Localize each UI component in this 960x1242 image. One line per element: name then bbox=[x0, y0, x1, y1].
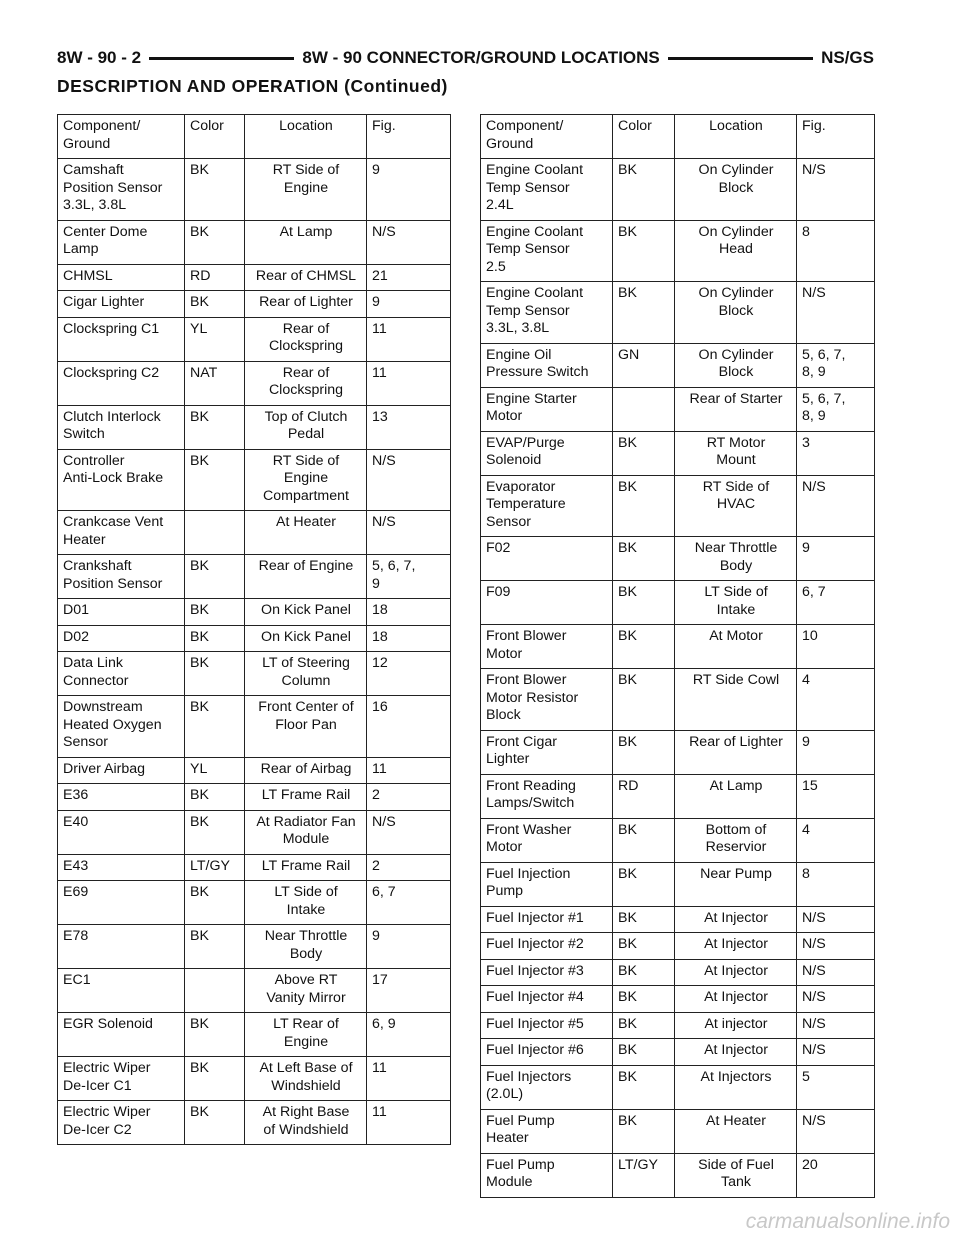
component-cell: Crankcase Vent Heater bbox=[58, 511, 185, 555]
color-cell: LT/GY bbox=[185, 854, 245, 881]
color-cell: BK bbox=[613, 625, 675, 669]
location-cell: Near Throttle Body bbox=[675, 537, 797, 581]
component-cell: Front Blower Motor Resistor Block bbox=[481, 669, 613, 731]
fig-cell: 4 bbox=[797, 669, 875, 731]
connector-table-right bbox=[480, 114, 875, 1198]
location-cell: LT of Steering Column bbox=[245, 652, 367, 696]
color-cell: BK bbox=[613, 933, 675, 960]
table-row bbox=[481, 159, 875, 221]
table-row bbox=[58, 405, 451, 449]
fig-cell: 9 bbox=[367, 291, 451, 318]
component-cell: Engine Oil Pressure Switch bbox=[481, 343, 613, 387]
location-cell: Near Throttle Body bbox=[245, 925, 367, 969]
location-cell: RT Side of Engine bbox=[245, 159, 367, 221]
location-cell: Top of Clutch Pedal bbox=[245, 405, 367, 449]
table-row bbox=[58, 361, 451, 405]
location-cell: At Right Base of Windshield bbox=[245, 1101, 367, 1145]
component-cell: Fuel Injector #1 bbox=[481, 906, 613, 933]
section-subheading: DESCRIPTION AND OPERATION (Continued) bbox=[57, 76, 448, 96]
location-cell: On Cylinder Block bbox=[675, 159, 797, 221]
table-row bbox=[481, 625, 875, 669]
table-row bbox=[58, 652, 451, 696]
fig-cell: Fig. bbox=[367, 115, 451, 159]
color-cell: BK bbox=[185, 555, 245, 599]
component-cell: EGR Solenoid bbox=[58, 1013, 185, 1057]
fig-cell: 3 bbox=[797, 431, 875, 475]
color-cell: BK bbox=[185, 625, 245, 652]
location-cell: At Lamp bbox=[245, 220, 367, 264]
location-cell: RT Side of Engine Compartment bbox=[245, 449, 367, 511]
fig-cell: N/S bbox=[797, 475, 875, 537]
table-row bbox=[481, 343, 875, 387]
location-cell: Rear of Engine bbox=[245, 555, 367, 599]
location-cell: Bottom of Reservior bbox=[675, 818, 797, 862]
location-cell: LT Side of Intake bbox=[245, 881, 367, 925]
fig-cell: 12 bbox=[367, 652, 451, 696]
fig-cell: 17 bbox=[367, 969, 451, 1013]
table-row bbox=[481, 220, 875, 282]
color-cell: BK bbox=[185, 784, 245, 811]
fig-cell: N/S bbox=[367, 511, 451, 555]
location-cell: At Motor bbox=[675, 625, 797, 669]
location-cell: Above RT Vanity Mirror bbox=[245, 969, 367, 1013]
component-cell: E69 bbox=[58, 881, 185, 925]
location-cell: Rear of Lighter bbox=[245, 291, 367, 318]
color-cell: BK bbox=[613, 1065, 675, 1109]
fig-cell: N/S bbox=[797, 282, 875, 344]
location-cell: On Cylinder Head bbox=[675, 220, 797, 282]
location-cell: On Cylinder Block bbox=[675, 282, 797, 344]
fig-cell: 5, 6, 7, 8, 9 bbox=[797, 387, 875, 431]
location-cell: LT Frame Rail bbox=[245, 784, 367, 811]
location-cell: Side of Fuel Tank bbox=[675, 1153, 797, 1197]
color-cell: RD bbox=[613, 774, 675, 818]
fig-cell: 4 bbox=[797, 818, 875, 862]
fig-cell: 9 bbox=[797, 730, 875, 774]
fig-cell: 11 bbox=[367, 317, 451, 361]
table-row bbox=[481, 431, 875, 475]
color-cell: LT/GY bbox=[613, 1153, 675, 1197]
fig-cell: 11 bbox=[367, 757, 451, 784]
component-cell: Fuel Injector #3 bbox=[481, 959, 613, 986]
table-row bbox=[481, 959, 875, 986]
component-cell: Component/ Ground bbox=[58, 115, 185, 159]
component-cell: Clockspring C1 bbox=[58, 317, 185, 361]
location-cell: At Injector bbox=[675, 986, 797, 1013]
table-row bbox=[481, 1109, 875, 1153]
table-row bbox=[481, 906, 875, 933]
color-cell: BK bbox=[613, 431, 675, 475]
color-cell: BK bbox=[613, 220, 675, 282]
table-row bbox=[481, 537, 875, 581]
table-row bbox=[481, 669, 875, 731]
location-cell: Near Pump bbox=[675, 862, 797, 906]
component-cell: Clockspring C2 bbox=[58, 361, 185, 405]
color-cell: BK bbox=[613, 581, 675, 625]
table-row bbox=[58, 696, 451, 758]
color-cell: BK bbox=[185, 810, 245, 854]
table-row bbox=[481, 933, 875, 960]
component-cell: D02 bbox=[58, 625, 185, 652]
fig-cell: Fig. bbox=[797, 115, 875, 159]
fig-cell: 10 bbox=[797, 625, 875, 669]
component-cell: F02 bbox=[481, 537, 613, 581]
component-cell: Engine Starter Motor bbox=[481, 387, 613, 431]
table-row bbox=[58, 881, 451, 925]
component-cell: Electric Wiper De-Icer C1 bbox=[58, 1057, 185, 1101]
table-row bbox=[481, 1065, 875, 1109]
component-cell: Engine Coolant Temp Sensor 2.5 bbox=[481, 220, 613, 282]
component-cell: Camshaft Position Sensor 3.3L, 3.8L bbox=[58, 159, 185, 221]
color-cell: BK bbox=[185, 1101, 245, 1145]
color-cell bbox=[185, 511, 245, 555]
color-cell: GN bbox=[613, 343, 675, 387]
location-cell: On Cylinder Block bbox=[675, 343, 797, 387]
table-header-row bbox=[481, 115, 875, 159]
fig-cell: 8 bbox=[797, 862, 875, 906]
location-cell: Front Center of Floor Pan bbox=[245, 696, 367, 758]
table-row bbox=[481, 387, 875, 431]
component-cell: Front Cigar Lighter bbox=[481, 730, 613, 774]
table-row bbox=[58, 625, 451, 652]
color-cell: BK bbox=[613, 730, 675, 774]
component-cell: Fuel Injector #5 bbox=[481, 1012, 613, 1039]
table-row bbox=[481, 282, 875, 344]
component-cell: Downstream Heated Oxygen Sensor bbox=[58, 696, 185, 758]
fig-cell: 6, 9 bbox=[367, 1013, 451, 1057]
fig-cell: N/S bbox=[797, 906, 875, 933]
location-cell: At Injector bbox=[675, 1039, 797, 1066]
component-cell: Fuel Injector #4 bbox=[481, 986, 613, 1013]
color-cell bbox=[185, 969, 245, 1013]
component-cell: Crankshaft Position Sensor bbox=[58, 555, 185, 599]
fig-cell: N/S bbox=[367, 220, 451, 264]
table-row bbox=[58, 159, 451, 221]
color-cell: BK bbox=[185, 405, 245, 449]
table-row bbox=[58, 925, 451, 969]
fig-cell: N/S bbox=[797, 986, 875, 1013]
table-row bbox=[58, 264, 451, 291]
table-row bbox=[58, 854, 451, 881]
color-cell: BK bbox=[613, 282, 675, 344]
color-cell: RD bbox=[185, 264, 245, 291]
component-cell: Data Link Connector bbox=[58, 652, 185, 696]
component-cell: Driver Airbag bbox=[58, 757, 185, 784]
fig-cell: N/S bbox=[367, 810, 451, 854]
component-cell: Fuel Pump Module bbox=[481, 1153, 613, 1197]
table-row bbox=[58, 1101, 451, 1145]
component-cell: Fuel Pump Heater bbox=[481, 1109, 613, 1153]
header-rule-right bbox=[668, 57, 813, 60]
location-cell: At injector bbox=[675, 1012, 797, 1039]
color-cell: BK bbox=[613, 906, 675, 933]
color-cell: BK bbox=[613, 959, 675, 986]
color-cell: Color bbox=[185, 115, 245, 159]
table-row bbox=[58, 317, 451, 361]
table-row bbox=[58, 220, 451, 264]
color-cell: BK bbox=[185, 159, 245, 221]
fig-cell: 8 bbox=[797, 220, 875, 282]
component-cell: F09 bbox=[481, 581, 613, 625]
component-cell: Center Dome Lamp bbox=[58, 220, 185, 264]
color-cell: YL bbox=[185, 757, 245, 784]
location-cell: At Injector bbox=[675, 959, 797, 986]
color-cell: BK bbox=[185, 925, 245, 969]
location-cell: LT Rear of Engine bbox=[245, 1013, 367, 1057]
section-title: 8W - 90 CONNECTOR/GROUND LOCATIONS bbox=[302, 48, 660, 67]
fig-cell: 11 bbox=[367, 361, 451, 405]
fig-cell: 11 bbox=[367, 1101, 451, 1145]
location-cell: Location bbox=[675, 115, 797, 159]
location-cell: Rear of Clockspring bbox=[245, 361, 367, 405]
component-cell: EVAP/Purge Solenoid bbox=[481, 431, 613, 475]
fig-cell: N/S bbox=[797, 959, 875, 986]
table-row bbox=[58, 969, 451, 1013]
fig-cell: 11 bbox=[367, 1057, 451, 1101]
location-cell: At Left Base of Windshield bbox=[245, 1057, 367, 1101]
table-row bbox=[481, 818, 875, 862]
table-row bbox=[481, 730, 875, 774]
color-cell: BK bbox=[185, 599, 245, 626]
component-cell: E43 bbox=[58, 854, 185, 881]
color-cell: BK bbox=[613, 1012, 675, 1039]
fig-cell: N/S bbox=[797, 1012, 875, 1039]
location-cell: At Injector bbox=[675, 906, 797, 933]
location-cell: Rear of Airbag bbox=[245, 757, 367, 784]
table-row bbox=[481, 774, 875, 818]
table-row bbox=[58, 449, 451, 511]
fig-cell: N/S bbox=[797, 933, 875, 960]
fig-cell: N/S bbox=[797, 1109, 875, 1153]
location-cell: RT Side of HVAC bbox=[675, 475, 797, 537]
connector-table-left bbox=[57, 114, 451, 1145]
location-cell: At Heater bbox=[245, 511, 367, 555]
component-cell: Controller Anti-Lock Brake bbox=[58, 449, 185, 511]
color-cell: BK bbox=[185, 1057, 245, 1101]
color-cell: BK bbox=[185, 291, 245, 318]
color-cell: BK bbox=[613, 669, 675, 731]
fig-cell: 9 bbox=[367, 159, 451, 221]
component-cell: Component/ Ground bbox=[481, 115, 613, 159]
color-cell: Color bbox=[613, 115, 675, 159]
table-row bbox=[58, 599, 451, 626]
table-row bbox=[481, 1039, 875, 1066]
fig-cell: 18 bbox=[367, 625, 451, 652]
component-cell: Front Reading Lamps/Switch bbox=[481, 774, 613, 818]
fig-cell: N/S bbox=[797, 1039, 875, 1066]
fig-cell: 15 bbox=[797, 774, 875, 818]
color-cell: NAT bbox=[185, 361, 245, 405]
fig-cell: 13 bbox=[367, 405, 451, 449]
color-cell: BK bbox=[185, 1013, 245, 1057]
location-cell: At Heater bbox=[675, 1109, 797, 1153]
color-cell: BK bbox=[613, 818, 675, 862]
component-cell: Fuel Injection Pump bbox=[481, 862, 613, 906]
component-cell: EC1 bbox=[58, 969, 185, 1013]
location-cell: At Radiator Fan Module bbox=[245, 810, 367, 854]
location-cell: Rear of Starter bbox=[675, 387, 797, 431]
table-row bbox=[58, 810, 451, 854]
component-cell: E78 bbox=[58, 925, 185, 969]
component-cell: D01 bbox=[58, 599, 185, 626]
table-row bbox=[481, 475, 875, 537]
component-cell: Cigar Lighter bbox=[58, 291, 185, 318]
fig-cell: 5 bbox=[797, 1065, 875, 1109]
location-cell: On Kick Panel bbox=[245, 599, 367, 626]
page-header bbox=[57, 44, 874, 72]
component-cell: Fuel Injector #6 bbox=[481, 1039, 613, 1066]
location-cell: At Lamp bbox=[675, 774, 797, 818]
color-cell: BK bbox=[613, 1039, 675, 1066]
fig-cell: 21 bbox=[367, 264, 451, 291]
component-cell: CHMSL bbox=[58, 264, 185, 291]
component-cell: E40 bbox=[58, 810, 185, 854]
color-cell: BK bbox=[613, 537, 675, 581]
location-cell: At Injector bbox=[675, 933, 797, 960]
fig-cell: 2 bbox=[367, 854, 451, 881]
color-cell: YL bbox=[185, 317, 245, 361]
component-cell: Front Washer Motor bbox=[481, 818, 613, 862]
fig-cell: N/S bbox=[797, 159, 875, 221]
color-cell bbox=[613, 387, 675, 431]
table-row bbox=[58, 511, 451, 555]
component-cell: E36 bbox=[58, 784, 185, 811]
fig-cell: 9 bbox=[367, 925, 451, 969]
component-cell: Electric Wiper De-Icer C2 bbox=[58, 1101, 185, 1145]
fig-cell: 5, 6, 7, 9 bbox=[367, 555, 451, 599]
component-cell: Fuel Injector #2 bbox=[481, 933, 613, 960]
color-cell: BK bbox=[185, 449, 245, 511]
fig-cell: 9 bbox=[797, 537, 875, 581]
color-cell: BK bbox=[613, 475, 675, 537]
location-cell: At Injectors bbox=[675, 1065, 797, 1109]
table-row bbox=[481, 1153, 875, 1197]
page-reference: 8W - 90 - 2 bbox=[57, 48, 142, 67]
location-cell: Rear of CHMSL bbox=[245, 264, 367, 291]
watermark: carmanualsonline.info bbox=[745, 1210, 950, 1233]
component-cell: Clutch Interlock Switch bbox=[58, 405, 185, 449]
table-row bbox=[58, 784, 451, 811]
location-cell: LT Side of Intake bbox=[675, 581, 797, 625]
fig-cell: N/S bbox=[367, 449, 451, 511]
table-row bbox=[58, 1013, 451, 1057]
table-row bbox=[481, 581, 875, 625]
location-cell: Rear of Clockspring bbox=[245, 317, 367, 361]
component-cell: Front Blower Motor bbox=[481, 625, 613, 669]
fig-cell: 18 bbox=[367, 599, 451, 626]
color-cell: BK bbox=[185, 696, 245, 758]
color-cell: BK bbox=[185, 220, 245, 264]
color-cell: BK bbox=[613, 862, 675, 906]
table-row bbox=[58, 555, 451, 599]
color-cell: BK bbox=[613, 159, 675, 221]
component-cell: Engine Coolant Temp Sensor 2.4L bbox=[481, 159, 613, 221]
fig-cell: 2 bbox=[367, 784, 451, 811]
table-row bbox=[58, 291, 451, 318]
location-cell: Rear of Lighter bbox=[675, 730, 797, 774]
component-cell: Fuel Injectors (2.0L) bbox=[481, 1065, 613, 1109]
component-cell: Engine Coolant Temp Sensor 3.3L, 3.8L bbox=[481, 282, 613, 344]
color-cell: BK bbox=[185, 652, 245, 696]
table-row bbox=[58, 1057, 451, 1101]
color-cell: BK bbox=[613, 986, 675, 1013]
color-cell: BK bbox=[613, 1109, 675, 1153]
fig-cell: 6, 7 bbox=[797, 581, 875, 625]
table-row bbox=[481, 1012, 875, 1039]
location-cell: RT Motor Mount bbox=[675, 431, 797, 475]
table-header-row bbox=[58, 115, 451, 159]
fig-cell: 6, 7 bbox=[367, 881, 451, 925]
component-cell: Evaporator Temperature Sensor bbox=[481, 475, 613, 537]
header-rule-left bbox=[149, 57, 294, 60]
table-row bbox=[481, 986, 875, 1013]
fig-cell: 5, 6, 7, 8, 9 bbox=[797, 343, 875, 387]
fig-cell: 20 bbox=[797, 1153, 875, 1197]
color-cell: BK bbox=[185, 881, 245, 925]
table-row bbox=[481, 862, 875, 906]
model-code: NS/GS bbox=[821, 48, 874, 67]
location-cell: LT Frame Rail bbox=[245, 854, 367, 881]
table-row bbox=[58, 757, 451, 784]
location-cell: RT Side Cowl bbox=[675, 669, 797, 731]
fig-cell: 16 bbox=[367, 696, 451, 758]
location-cell: Location bbox=[245, 115, 367, 159]
location-cell: On Kick Panel bbox=[245, 625, 367, 652]
